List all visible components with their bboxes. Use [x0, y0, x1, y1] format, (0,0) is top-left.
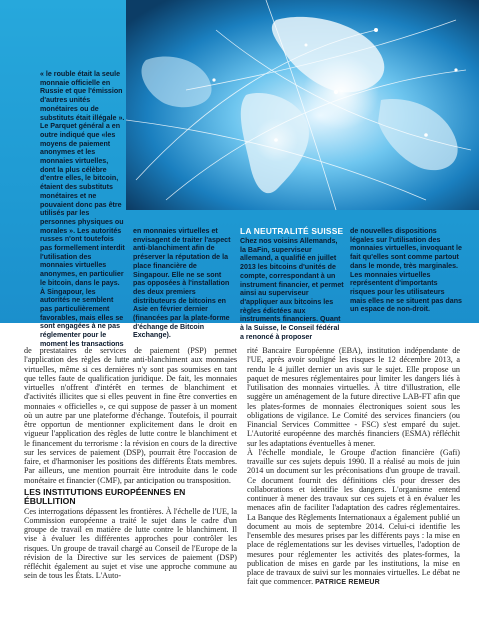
sidebar-column-3-text: Chez nos voisins Allemands, la BaFin, superviseur allemand, a qualifié en juillet 2013 les bitcoins d'unités de compte, correspondant à un instrument financier, et permet ainsi au superviseur d'appliquer aux bitcoins les règles édictées aux instruments financiers. Quant à la Suisse, le Conseil fédéral a renoncé à proposer [240, 237, 344, 341]
sidebar-column-1: « le rouble était la seule monnaie officielle en Russie et que l'émission d'autres unités monétaires ou de substituts était illégale ». Le Parquet général a en outre indiqué que «les moyens de paiement anonymes et les monnaies virtuelles, dont la plus célèbre d'entre elles, le bitcoin, étaient des substituts monétaires et ne pouvaient donc pas être utilisés par les personnes physiques ou morales ». Les autorités russes n'ont toutefois pas formellement interdit l'utilisation des monnaies virtuelles anonymes, en particulier le bitcoin, dans le pays. À Singapour, les autorités ne semblent pas particulièrement favorables, mais elles se sont engagées à ne pas réglementer pour le moment les transactions [40, 70, 125, 348]
author-byline: PATRICE REMEUR [315, 579, 380, 587]
sidebar-subheading: LA NEUTRALITÉ SUISSE [240, 226, 344, 236]
article-paragraph-text: À l'échelle mondiale, le Groupe d'action financière (Gafi) travaille sur ces sujets depuis 1990. Il a réalisé au mois de juin 2014 un document sur les préconisations d'un groupe de travail. Ce document fournit des définitions clés pour dresser des collaborations et identifie les dangers. L'organisme entend continuer à mener des travaux sur ces sujets et à en évaluer les menaces afin de faciliter l'adaptation des cadres réglementaires. La Banque des Règlements Internationaux a également publié un document au mois de septembre 2014. Celui-ci identifie les l'ensemble des mesures prises par les différents pays : la mise en place de réglementations sur les devises virtuelles, l'adoption de mesures pour réglementer les activités des plates-formes, la publication de mises en garde par les institutions, la mise en place de travaux de suivi sur les monnaies virtuelles. Le débat ne fait que commencer. [247, 447, 460, 587]
article-column-right [247, 346, 460, 588]
sidebar-column-2: en monnaies virtuelles et envisagent de traiter l'aspect anti-blanchiment afin de préserver la réputation de la place financière de Singapour. Elle ne se sont pas opposées à l'installation des deux premiers distributeurs de bitcoins en Asie en février dernier (financées par la plate-forme d'échange de Bitcoin Exchange). [133, 227, 231, 340]
article-paragraph: Ces interrogations dépassent les frontières. À l'échelle de l'UE, la Commission européenne a traité le sujet dans le cadre d'un groupe de travail en matière de lutte contre le blanchiment. Il vise à évaluer les différentes approches pour contrôler les risques. Un groupe de travail chargé au Conseil de l'Europe de la révision de la Directive sur les services de paiement (DSP) réfléchit également au sujet et vise une approche commune au sein de tous les États. L'Auto- [24, 506, 237, 581]
sidebar-column-3 [240, 227, 344, 341]
globe-network-image [126, 0, 479, 210]
article-paragraph [247, 448, 460, 588]
sidebar-column-4: de nouvelles dispositions légales sur l'utilisation des monnaies virtuelles, invoquant le fait qu'elles sont comme partout dans le monde, très marginales. Les monnaies virtuelles représentent d'importants risques pour les utilisateurs mais elles ne se situent pas dans un espace de non-droit. [350, 227, 462, 314]
article-paragraph: rité Bancaire Européenne (EBA), institution indépendante de l'UE, après avoir souligné les risques le 12 décembre 2013, a rendu le 4 juillet dernier un avis sur le sujet. Elle propose un paquet de mesures réglementaires pour limiter les dangers liés à l'utilisation des monnaies virtuelles. À titre d'illustration, elle suggère un aménagement de la future directive LAB-FT afin que les plates-formes de monnaies électroniques soient sous les obligations de vigilance. Le Comité des services financiers (ou Financial Services Committee - FSC) s'est emparé du sujet. L'Autorité européenne des marchés financiers (ESMA) réfléchit sur les adaptations éventuelles à mener. [247, 346, 460, 448]
section-heading: LES INSTITUTIONS EUROPÉENNES EN ÉBULLITION [24, 486, 186, 507]
article-column-left [24, 346, 237, 581]
article-paragraph: de prestataires de services de paiement (PSP) permet l'application des règles de lutte anti-blanchiment aux monnaies virtuelles, même si ces dernières n'y sont pas soumises en tant que telles faute de qualification juridique. De fait, les monnaies virtuelles n'offrent d'intérêt en termes de blanchiment et d'activités illicites que si elles peuvent in fine être converties en monnaies « officielles », ce qui suppose de passer à un moment où un autre par une plateforme d'échange. Toutefois, il pourrait être opportun de mentionner explicitement dans le droit en vigueur l'application des règles de lutte contre le blanchiment et le financement du terrorisme : la révision en cours de la directive sur les services de paiement (DSP), pourrait être l'occasion de faire, et d'harmoniser les positions des différents États membres. Par ailleurs, une mention pourrait être introduite dans le code monétaire et financier (CMF), par anticipation ou transposition. [24, 346, 237, 485]
